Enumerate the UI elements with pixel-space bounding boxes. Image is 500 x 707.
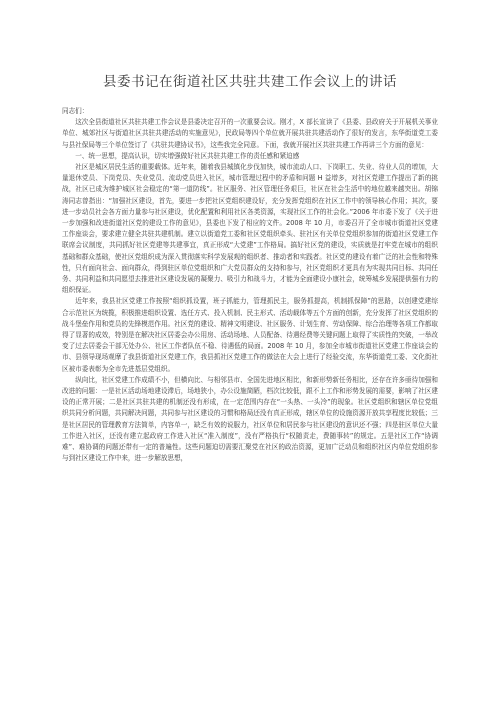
document-body xyxy=(62,106,438,465)
paragraph: 纵向比，社区党建工作成绩不小，但横向比、与相邻县市、全国先进地区相比，和新形势新任务相比，还存在许多亟待加强和改进的问题：一是社区活动场地建设滞后，场地狭小，办公设施简陋，档次比较低，跟不上工作和形势发展的需要，影响了社区建设的正常开展；二是社区共驻共建的机制还没有形成，在一定范围内存在“一头热、一头冷”的现象。社区党组织和辖区单位党组织共同分析问题，共同解决问题，共同参与社区建设的习惯和格局还没有真正形成，辖区单位的设施资源开放共享程度比较低；三是社区居民的管理教育方法简单，内容单一，缺乏有效的说服力，社区单位和居民参与社区建设的意识还不强；四是驻区单位大量工作进入社区，还没有建立起政府工作进入社区“准入制度”，没有严格执行“权随责走，费随事转”的规定。五是社区工作“协调难”、难协调的问题还带有一定的普遍性。这些问题迫切需要汇聚党在社区的政治资源，更加广泛动员和组织社区内单位党组织参与到社区建设工作中来，进一步解放思想， xyxy=(62,375,438,463)
section-heading-1: 一、统一思想，提高认识，切实增强做好社区共驻共建工作的责任感和紧迫感 xyxy=(75,151,300,160)
document-title: 县委书记在街道社区共驻共建工作会议上的讲话 xyxy=(103,74,397,90)
paragraph-intro: 这次全县街道社区共驻共建工作会议是县委决定召开的一次重要会议。刚才，X 部长宣读了《县委、县政府关于开展机关事业单位、城郊社区与街道社区共驻共建活动的实施意见》，民政局等四个单位就开展共驻共建活动作了很好的发言，东华街道党工委与县社保局等三个单位签订了《共驻共建协议书》，这些我完全同意。下面，我就开展社区共驻共建工作再讲三个方面的意见： xyxy=(62,118,438,149)
salutation: 同志们： xyxy=(62,107,89,115)
paragraph: 社区是城区居民生活的重要载体。近年来，随着我县城镇化步伐加快，城市流动人口、下岗职工、失业、待业人员的增加，大量退休党员、下岗党员、失业党员、流动党员进入社区，城市管理过程中的矛盾和问题 H 益增多，对社区党建工作提出了新的挑战，社区已成为维护城区社会稳定的“第一道防线”。社区服务、社区管理任务艰巨，社区在社会生活中的地位越来越突出。胡锦涛同志曾指出：“加强社区建设，首先，要进一步把社区党组织建设好，充分发挥党组织在社区工作中的领导核心作用；其次，要进一步动员社会各方面力量参与社区建设，优化配置和利用社区各类资源，实现社区工作的社会化。”2006 年市委下发了《关于进一步加强和改进街道社区党的建设工作的意见》，县委也下发了相应的文件。2008 年 10 月，市委召开了全市城市街道社区党建工作座谈会，要求建立健全共驻共建机制。建立以街道党工委和社区党组织牵头、驻社区有关单位党组织参加的街道社区党建工作联席会议制度，共同抓好社区党建等共建事宜，真正形成“大党建”工作格局。搞好社区党的建设，实质就是打牢党在城市的组织基础和群众基础，使社区党组织成为深入贯彻落实科学发展观的组织者、推动者和实践者。社区党的建设有着广泛的社会性和特殊性，只有面向社会、面向群众，得到驻区单位党组织和广大党员群众的支持和参与，社区党组织才更具有为实现共同目标、共同任务、共同利益和共同愿望去推进社区建设发展的凝聚力、吸引力和战斗力，才能为全面建设小康社会，统筹城乡发展提供强有力的组织保证。 xyxy=(62,163,438,295)
paragraph: 近年来，我县社区党建工作按照“组织抓设置，班子抓能力，管理抓民主，服务抓提高，机制抓保障”的思路，以创建党建综合示范社区为统揽，积极推进组织设置、选任方式、投入机制、民主形式、活动载体等五个方面的创新，充分发挥了社区党组织的战斗堡垒作用和党员的先锋模范作用。社区党的建设、精神文明建设、社区服务、计划生育、劳动保障、综合治理等各项工作都取得了显著的成效，特别是在解决社区居委会办公用房、活动场地、人员配备、待遇经费等关键问题上取得了实质性的突破，一举改变了过去居委会干部无处办公、社区工作者队伍不稳、待遇低的局面。2008 年 10 月，参加全市城市街道社区党建工作座谈会的市、县领导现场观摩了我县街道社区党建工作，我县抓社区党建工作的做法在大会上进行了经验交流，东华街道党工委、文化街社区被市委表彰为全市先进基层党组织。 xyxy=(62,297,438,373)
